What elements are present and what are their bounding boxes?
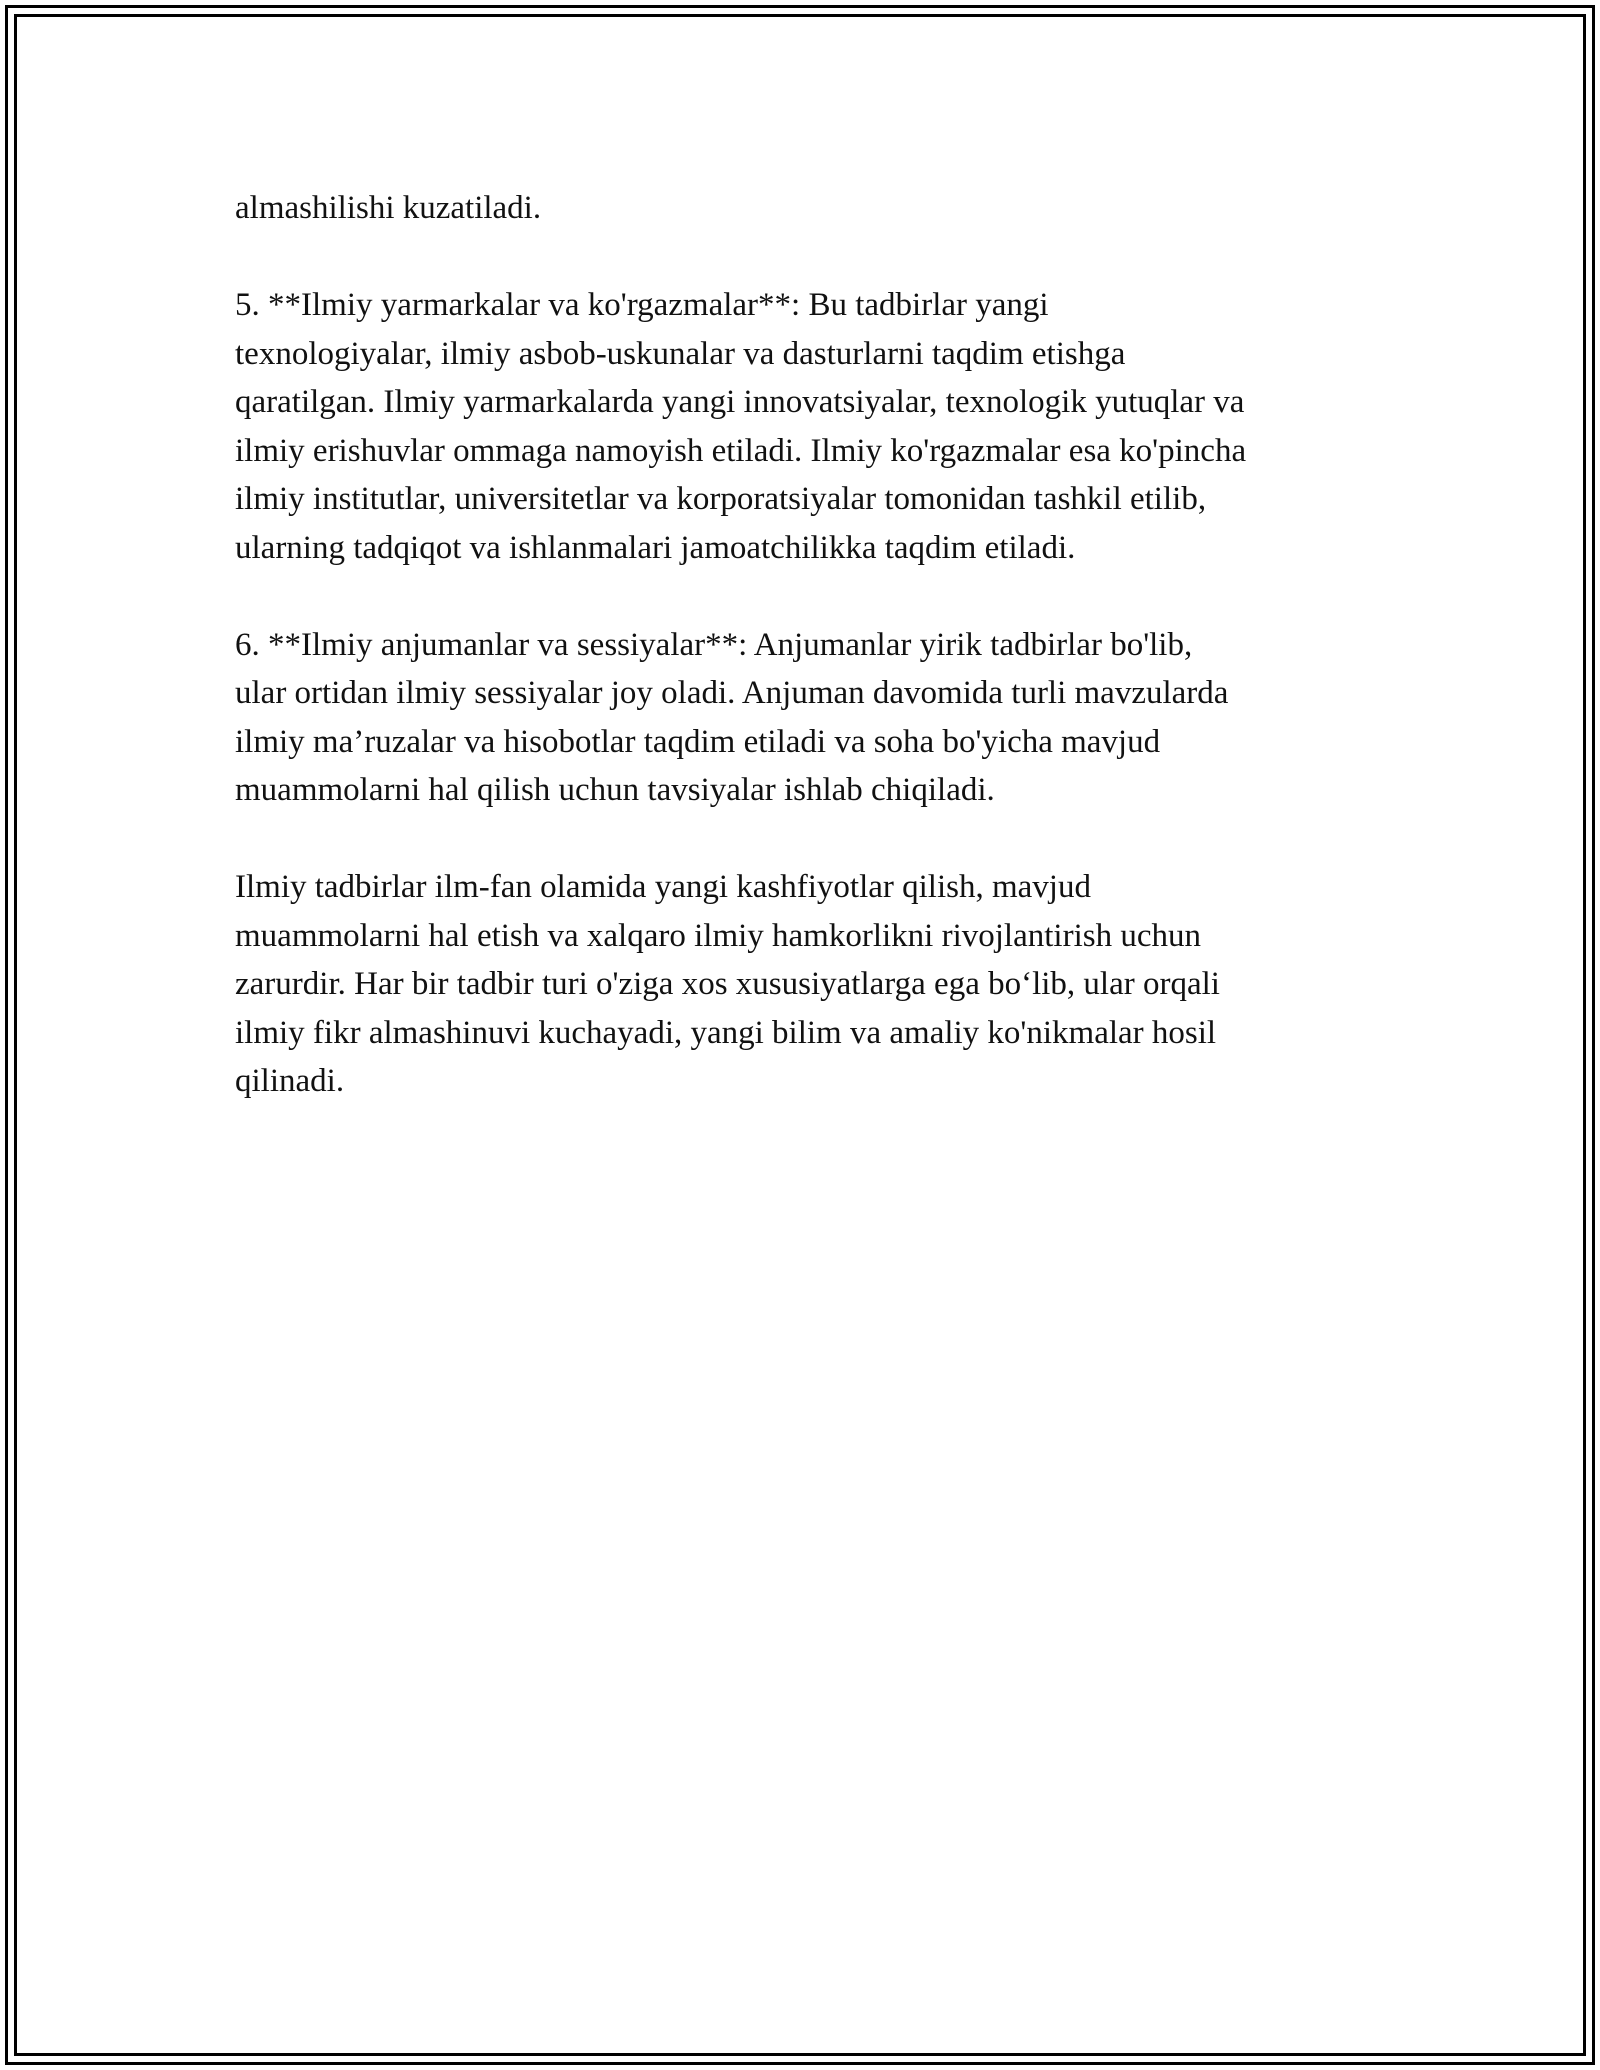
text-line: ularning tadqiqot va ishlanmalari jamoatchilikka taqdim etiladi. [235,529,1076,566]
text-line: qaratilgan. Ilmiy yarmarkalarda yangi innovatsiyalar, texnologik yutuqlar va [235,384,1245,420]
text-line: muammolarni hal etish va xalqaro ilmiy hamkorlikni rivojlantirish uchun [235,917,1201,954]
paragraph-conclusion [235,863,1365,1106]
text-line: almashilishi kuzatiladi. [235,190,542,226]
paragraph-item-6 [235,621,1365,815]
text-line: ular ortidan ilmiy sessiyalar joy oladi. Anjuman davomida turli mavzularda [235,675,1229,711]
text-line: qilinadi. [235,1063,345,1099]
text-line: Ilmiy tadbirlar ilm-fan olamida yangi kashfiyotlar qilish, mavjud [235,869,1091,905]
text-line: 6. **Ilmiy anjumanlar va sessiyalar**: Anjumanlar yirik tadbirlar bo'lib, [235,626,1193,663]
text-line: ilmiy ma’ruzalar va hisobotlar taqdim etiladi va soha bo'yicha mavjud [235,723,1161,760]
paragraph-item-5 [235,281,1365,572]
text-line: ilmiy fikr almashinuvi kuchayadi, yangi bilim va amaliy ko'nikmalar hosil [235,1014,1217,1051]
document-body [235,184,1365,1154]
paragraph-continuation [235,184,1365,233]
text-line: texnologiyalar, ilmiy asbob-uskunalar va dasturlarni taqdim etishga [235,335,1126,372]
text-line: ilmiy erishuvlar ommaga namoyish etiladi. Ilmiy ko'rgazmalar esa ko'pincha [235,432,1247,469]
text-line: 5. **Ilmiy yarmarkalar va ko'rgazmalar**: Bu tadbirlar yangi [235,287,1049,323]
text-line: zarurdir. Har bir tadbir turi o'ziga xos xususiyatlarga ega bo‘lib, ular orqali [235,966,1220,1002]
text-line: ilmiy institutlar, universitetlar va korporatsiyalar tomonidan tashkil etilib, [235,481,1207,517]
text-line: muammolarni hal qilish uchun tavsiyalar ishlab chiqiladi. [235,772,995,808]
